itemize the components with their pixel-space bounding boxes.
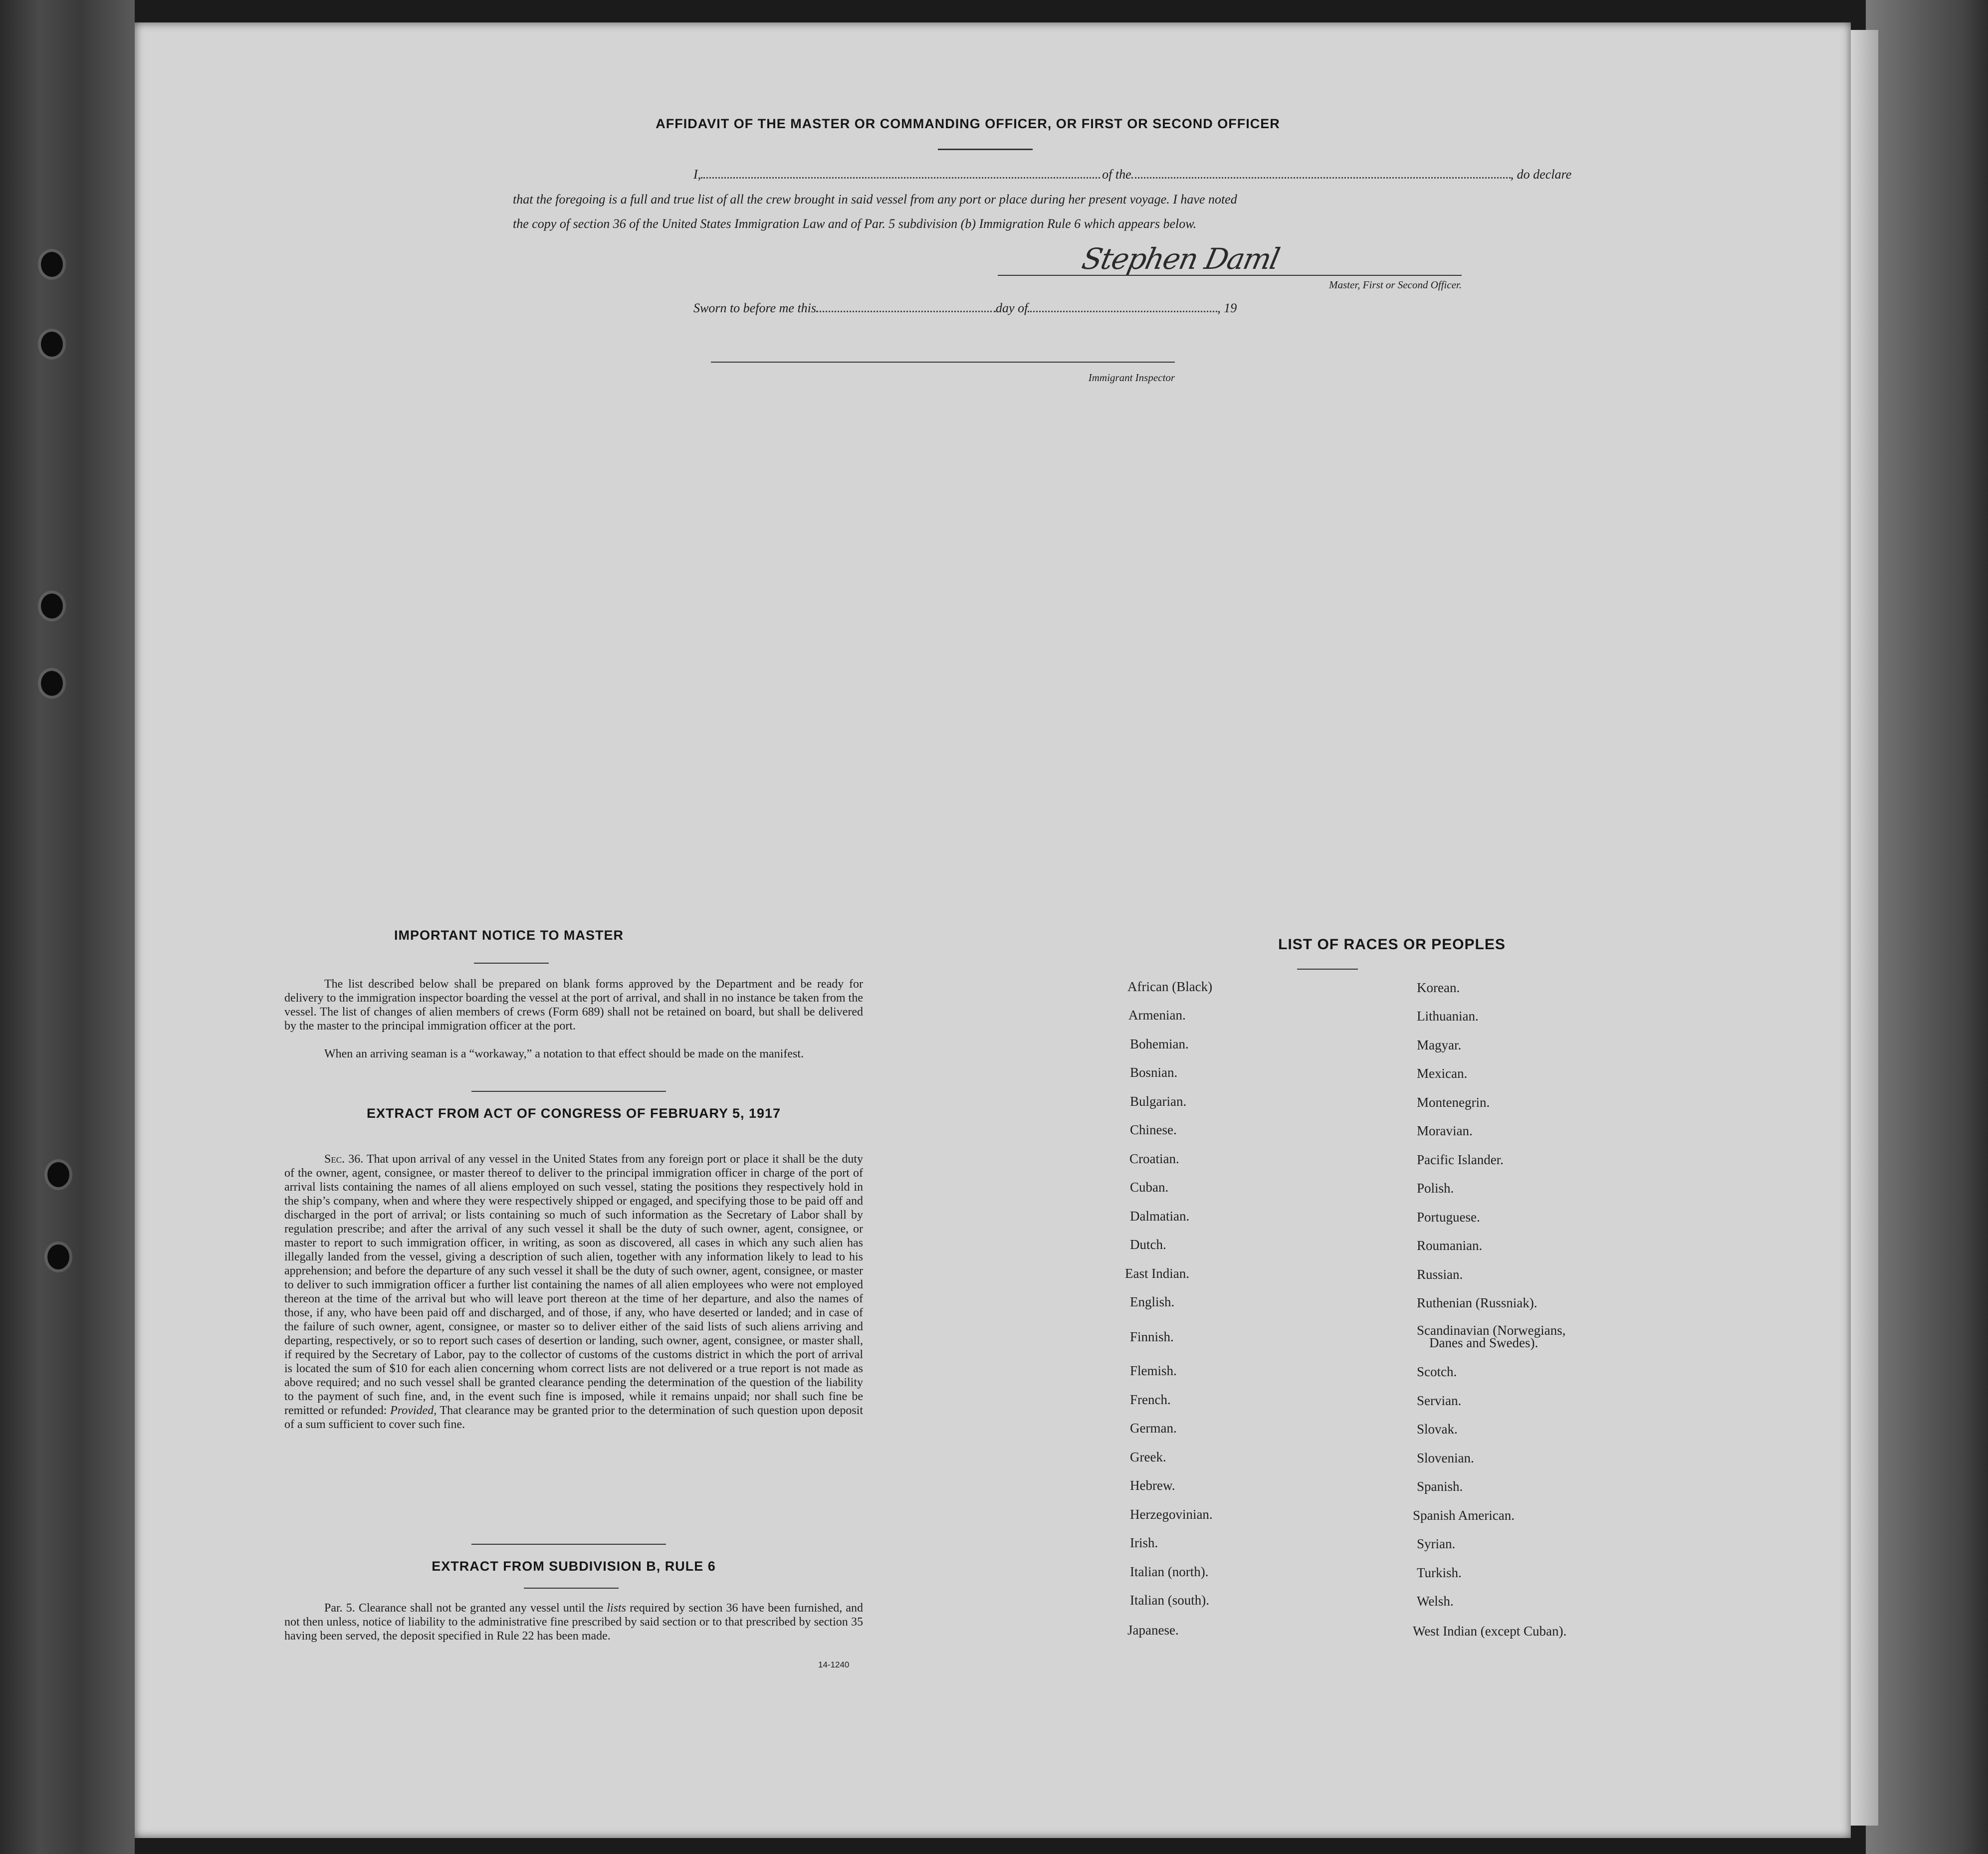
sworn-line xyxy=(693,301,1292,316)
binder-hole xyxy=(41,332,63,357)
race-item: English. xyxy=(1130,1294,1175,1309)
race-item: Irish. xyxy=(1130,1535,1158,1550)
race-item: Italian (north). xyxy=(1130,1564,1209,1579)
declare-suffix: , do declare xyxy=(1510,167,1572,182)
rule6-title: EXTRACT FROM SUBDIVISION B, RULE 6 xyxy=(432,1559,716,1574)
race-item: Armenian. xyxy=(1128,1008,1186,1023)
race-item: Danes and Swedes). xyxy=(1429,1335,1539,1350)
affidavit-line-2: that the foregoing is a full and true list of all the crew brought in said vessel from any port or place during her present voyage. I have noted xyxy=(513,192,1237,206)
race-item: Welsh. xyxy=(1417,1594,1454,1609)
race-item: Syrian. xyxy=(1417,1536,1456,1551)
divider xyxy=(1297,969,1358,970)
binder-hole xyxy=(47,1244,69,1269)
sworn-month-field[interactable] xyxy=(1028,311,1217,312)
race-item: Japanese. xyxy=(1127,1623,1179,1638)
race-item: Dalmatian. xyxy=(1130,1209,1190,1224)
divider xyxy=(524,1588,619,1589)
race-item: Lithuanian. xyxy=(1417,1009,1479,1024)
notice-paragraph-1: The list described below shall be prepared on blank forms approved by the Department and be ready for delivery to the immigration inspector boarding the vessel at the port of arrival, and shall in no instance be taken from the vessel. The list of changes of alien members of crews (Form 689) shall not be retained on board, but shall be delivered by the master to the principal immigration officer at the port. xyxy=(284,978,863,1032)
rule6-paragraph xyxy=(284,1601,863,1643)
notice-paragraph-2: When an arriving seaman is a “workaway,” a notation to that effect should be made on the manifest. xyxy=(324,1047,804,1060)
act-body: That upon arrival of any vessel in the United States from any foreign port or place it shall be the duty of the owner, agent, consignee, or master thereof to deliver to the principal immigration officer in charge of the port of arrival lists containing the names of all aliens employed on such vessel, stating the positions they respectively hold in the ship’s company, when and where they were respectively shipped or engaged, and specifying those to be paid off and discharged in the port of arrival; or lists containing so much of such information as the Secretary of Labor shall by regulation prescribe; and after the arrival of any such vessel it shall be the duty of such owner, agent, consignee, or master to report to such immigration officer, in writing, as soon as discovered, all cases in which any such alien has illegally landed from the vessel, giving a description of such alien, together with any information likely to lead to his apprehension; and before the departure of any such vessel it shall be the duty of such owner, agent, consignee, or master to deliver to such immigration officer a further list containing the names of all alien employees who were not employed thereon at the time of the arrival but who will leave port thereon at the time of her departure, and also the names of those, if any, who have been paid off and discharged, and of those, if any, who have deserted or landed; and in case of the failure of such owner, agent, consignee, or master so to deliver either of the said lists of such aliens arriving and departing, respectively, or so to report such cases of desertion or landing, such owner, agent, consignee, or master shall, if required by the Secretary of Labor, pay to the collector of customs of the customs district in which the port of arrival is located the sum of $10 for each alien concerning whom correct lists are not delivered or a true report is not made as above required; and no such vessel shall be granted clearance pending the determination of the question of the liability to the payment of such fine, and, in the event such fine is imposed, while it remains unpaid; nor shall such fine be remitted or refunded: xyxy=(284,1153,863,1417)
races-title: LIST OF RACES OR PEOPLES xyxy=(1278,936,1506,953)
race-item: Montenegrin. xyxy=(1417,1095,1490,1110)
race-item: East Indian. xyxy=(1125,1266,1189,1281)
officer-signature: Stephen Daml xyxy=(1079,242,1282,276)
race-item: Korean. xyxy=(1417,980,1460,995)
binder-hole xyxy=(41,252,63,277)
race-item: Moravian. xyxy=(1417,1123,1473,1138)
race-item: Greek. xyxy=(1130,1449,1166,1464)
race-item: German. xyxy=(1130,1421,1177,1436)
race-item: Scandinavian (Norwegians, xyxy=(1417,1323,1566,1338)
binder-hole xyxy=(41,594,63,618)
inspector-signature-line xyxy=(711,362,1175,363)
race-item: Finnish. xyxy=(1130,1329,1174,1344)
race-item: Magyar. xyxy=(1417,1037,1462,1052)
race-item: Servian. xyxy=(1417,1393,1462,1408)
section-label: Sec. 36. xyxy=(324,1153,364,1166)
race-item: Italian (south). xyxy=(1130,1593,1209,1608)
vessel-label: of the xyxy=(1102,167,1131,182)
race-item: Flemish. xyxy=(1130,1363,1177,1378)
race-item: Chinese. xyxy=(1130,1122,1177,1137)
binder-hole xyxy=(41,671,63,696)
affidavit-declaration-line xyxy=(693,167,1601,182)
race-item: Cuban. xyxy=(1130,1180,1169,1195)
declarant-name-field[interactable] xyxy=(701,177,1100,179)
race-item: Turkish. xyxy=(1417,1565,1462,1580)
signature-line xyxy=(998,275,1462,276)
race-item: Roumanian. xyxy=(1417,1238,1483,1253)
race-item: Russian. xyxy=(1417,1267,1463,1282)
race-item: Slovenian. xyxy=(1417,1450,1474,1465)
race-item: French. xyxy=(1130,1392,1171,1407)
races-left-column xyxy=(1112,979,1412,1677)
inspector-caption: Immigrant Inspector xyxy=(1088,372,1175,384)
act-title: EXTRACT FROM ACT OF CONGRESS OF FEBRUARY 5, 1917 xyxy=(366,1106,781,1121)
race-item: African (Black) xyxy=(1127,979,1213,994)
act-body-end: That clearance may be granted prior to the determination of such question upon deposit of a sum sufficient to cover such fine. xyxy=(284,1404,863,1431)
vessel-name-field[interactable] xyxy=(1131,177,1511,179)
affidavit-title: AFFIDAVIT OF THE MASTER OR COMMANDING OFFICER, OR FIRST OR SECOND OFFICER xyxy=(656,116,1280,131)
race-item: Spanish. xyxy=(1417,1479,1463,1494)
lists-term: lists xyxy=(607,1602,627,1615)
form-number: 14-1240 xyxy=(818,1660,850,1669)
race-item: Pacific Islander. xyxy=(1417,1152,1504,1167)
race-item: Bohemian. xyxy=(1130,1036,1189,1051)
race-item: Bosnian. xyxy=(1130,1065,1178,1080)
notice-title: IMPORTANT NOTICE TO MASTER xyxy=(394,928,624,943)
race-item: Polish. xyxy=(1417,1181,1454,1196)
race-item: Dutch. xyxy=(1130,1237,1166,1252)
races-right-column xyxy=(1402,980,1751,1678)
rule6-par-end: required by section 36 have been furnished, and not then unless, notice of liability to the administrative fine prescribed by said section or to that prescribed by section 35 having been served, the deposit specified in Rule 22 has been made. xyxy=(284,1602,864,1643)
race-item: West Indian (except Cuban). xyxy=(1413,1624,1567,1639)
race-item: Bulgarian. xyxy=(1130,1094,1187,1109)
divider xyxy=(471,1544,666,1545)
race-item: Herzegovinian. xyxy=(1130,1507,1213,1522)
sworn-day-field[interactable] xyxy=(816,311,996,312)
affidavit-line-3: the copy of section 36 of the United States Immigration Law and of Par. 5 subdivision (b) Immigration Rule 6 which appears below. xyxy=(513,216,1197,231)
divider xyxy=(938,149,1033,150)
act-section-36 xyxy=(284,1152,863,1432)
signature-caption: Master, First or Second Officer. xyxy=(1329,279,1462,291)
binder-left-edge xyxy=(0,0,135,1854)
race-item: Spanish American. xyxy=(1413,1508,1515,1523)
race-item: Croatian. xyxy=(1129,1151,1179,1166)
sworn-prefix: Sworn to before me this xyxy=(693,301,817,315)
race-item: Ruthenian (Russniak). xyxy=(1417,1295,1538,1310)
rule6-par-start: Par. 5. Clearance shall not be granted any vessel until the xyxy=(324,1602,607,1615)
divider xyxy=(474,963,549,964)
race-item: Hebrew. xyxy=(1130,1478,1175,1493)
sworn-year-suffix: , 19 xyxy=(1217,301,1237,315)
race-item: Portuguese. xyxy=(1417,1210,1480,1225)
binder-hole xyxy=(47,1162,69,1187)
sworn-month-label: day of xyxy=(996,301,1028,315)
document-page xyxy=(135,22,1851,1838)
provided-term: Provided, xyxy=(390,1404,437,1417)
divider xyxy=(471,1091,666,1092)
declarant-prefix: I, xyxy=(693,167,701,182)
race-item: Slovak. xyxy=(1417,1422,1458,1437)
race-item: Scotch. xyxy=(1417,1364,1457,1379)
binder-right-edge xyxy=(1866,0,1988,1854)
race-item: Mexican. xyxy=(1417,1066,1468,1081)
